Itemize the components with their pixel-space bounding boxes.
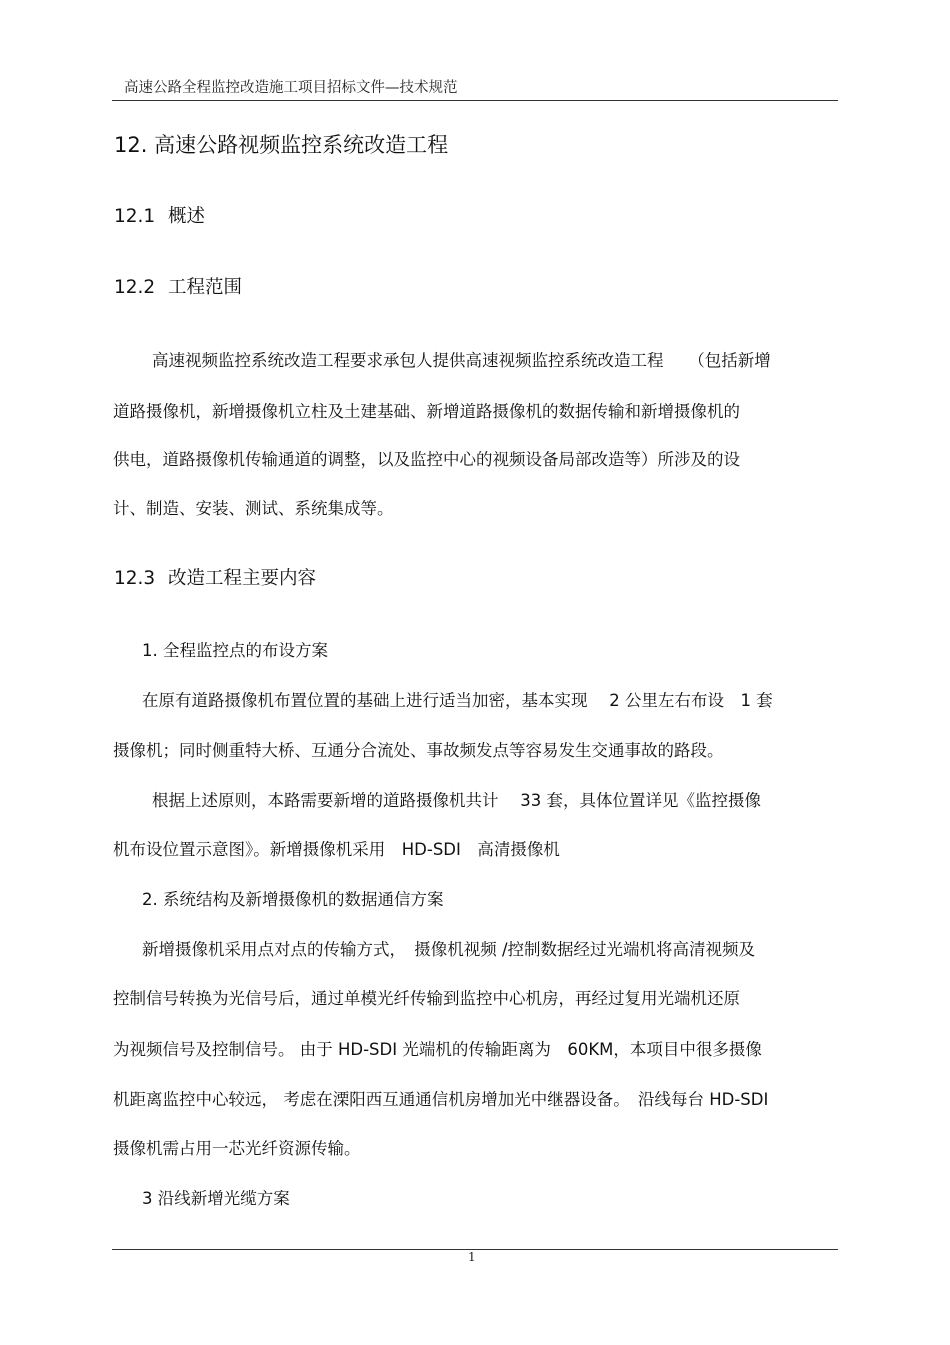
section-heading: 12. 高速公路视频监控系统改造工程 [114,133,449,157]
paragraph-line: 摄像机；同时侧重特大桥、互通分合流处、事故频发点等容易发生交通事故的路段。 [113,741,724,760]
item-heading-3: 3 沿线新增光缆方案 [142,1189,290,1208]
subsection-number: 12.2 [114,277,156,298]
item-heading-2: 2. 系统结构及新增摄像机的数据通信方案 [142,890,444,909]
subsection-heading-12-3 [114,564,316,590]
paragraph-line: 机距离监控中心较远， 考虑在溧阳西互通通信机房增加光中继器设备。 沿线每台 HD-SDI [113,1090,769,1109]
paragraph-line: 摄像机需占用一芯光纤资源传输。 [113,1139,361,1158]
scope-paragraph-line: 计、制造、安装、测试、系统集成等。 [113,499,394,518]
subsection-title: 概述 [168,206,206,227]
scope-paragraph-line: 高速视频监控系统改造工程要求承包人提供高速视频监控系统改造工程 （包括新增 [152,351,771,370]
subsection-heading-12-2 [114,273,242,299]
paragraph-line: 机布设位置示意图》。新增摄像机采用 HD-SDI 高清摄像机 [113,840,560,859]
page-number: 1 [468,1250,476,1264]
subsection-title: 工程范围 [168,277,243,298]
subsection-number: 12.1 [114,206,156,227]
scope-paragraph-line: 供电，道路摄像机传输通道的调整，以及监控中心的视频设备局部改造等）所涉及的设 [113,450,740,469]
paragraph-line: 为视频信号及控制信号。 由于 HD-SDI 光端机的传输距离为 60KM，本项目中很多摄像 [113,1040,762,1059]
running-header: 高速公路全程监控改造施工项目招标文件—技术规范 [124,80,458,96]
paragraph-line: 在原有道路摄像机布置位置的基础上进行适当加密，基本实现 2 公里左右布设 1 套 [142,691,773,710]
subsection-number: 12.3 [114,568,156,589]
subsection-title: 改造工程主要内容 [168,568,317,589]
paragraph-line: 根据上述原则，本路需要新增的道路摄像机共计 33 套，具体位置详见《监控摄像 [152,791,761,810]
paragraph-line: 新增摄像机采用点对点的传输方式， 摄像机视频 /控制数据经过光端机将高清视频及 [142,940,756,959]
header-divider [112,100,838,101]
item-heading-1: 1. 全程监控点的布设方案 [142,641,328,660]
scope-paragraph-line: 道路摄像机，新增摄像机立柱及土建基础、新增道路摄像机的数据传输和新增摄像机的 [113,402,740,421]
subsection-heading-12-1 [114,202,205,228]
paragraph-line: 控制信号转换为光信号后，通过单模光纤传输到监控中心机房，再经过复用光端机还原 [113,989,740,1008]
